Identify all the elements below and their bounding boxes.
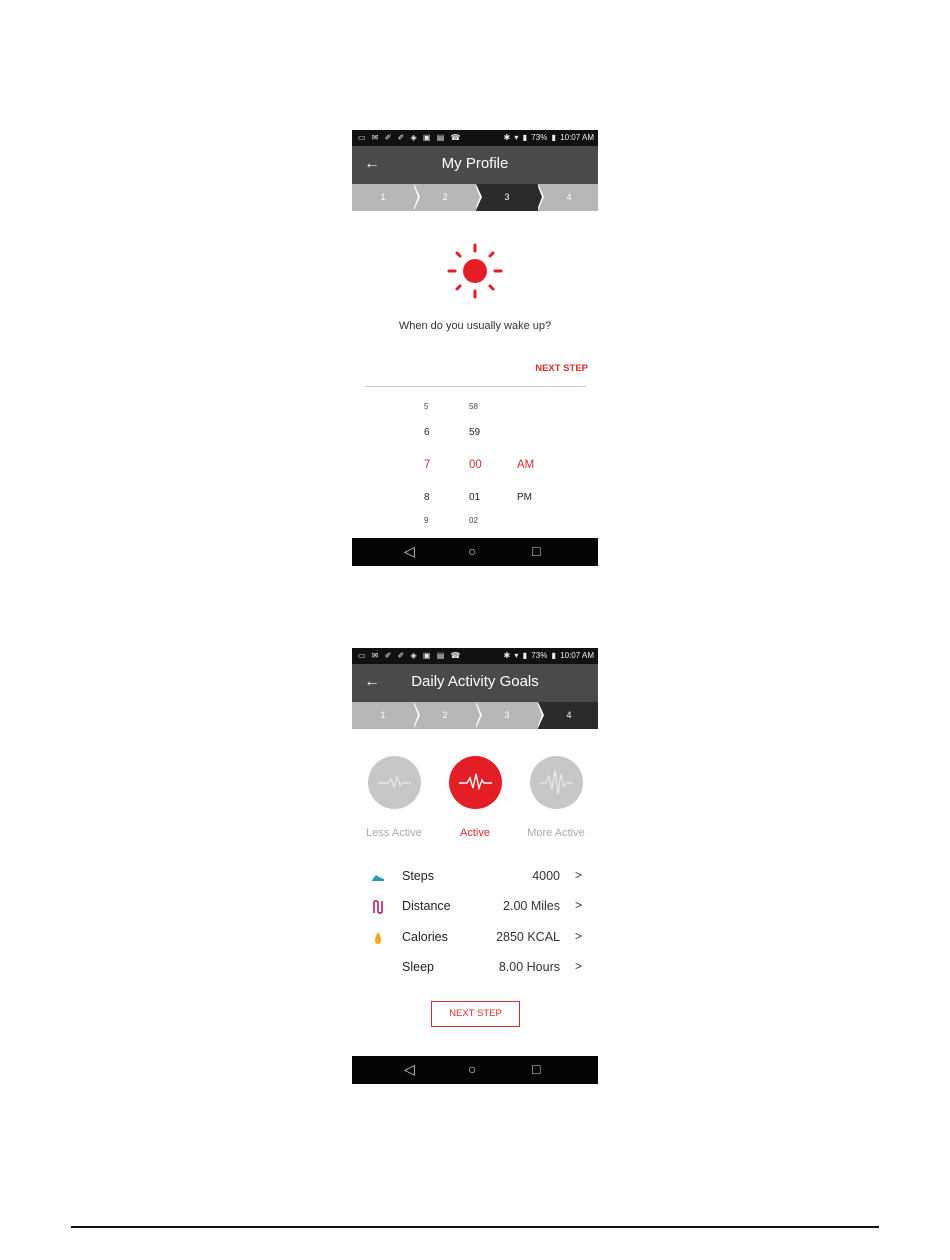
app-bar <box>352 664 598 702</box>
level-active[interactable] <box>441 756 509 839</box>
divider <box>364 386 586 387</box>
step-4: 4 <box>566 192 572 202</box>
signal-icon: ▮ <box>522 133 528 142</box>
back-arrow-icon[interactable]: ← <box>364 155 380 172</box>
status-right <box>501 651 594 660</box>
level-label: More Active <box>527 827 585 839</box>
notification-icons: ▭ ✉ ✐ ✐ ◈ ▣ ▤ ☎ <box>358 133 463 142</box>
nav-back-icon[interactable]: ◁ <box>404 1061 415 1077</box>
moon-icon <box>370 960 386 976</box>
activity-goals-screen <box>352 648 598 1084</box>
clock: 10:07 AM <box>560 133 594 142</box>
nav-back-icon[interactable]: ◁ <box>404 543 415 559</box>
goal-row-distance[interactable]: Distance 2.00 Miles > <box>352 897 598 919</box>
distance-icon <box>370 899 386 915</box>
app-bar <box>352 146 598 184</box>
battery-icon: ▮ <box>551 133 556 142</box>
step-progress <box>352 702 598 729</box>
back-arrow-icon[interactable]: ← <box>364 673 380 690</box>
step-2: 2 <box>414 184 476 211</box>
next-step-button[interactable]: NEXT STEP <box>535 363 588 374</box>
nav-recents-icon[interactable]: □ <box>532 543 541 559</box>
step-1: 1 <box>352 184 414 211</box>
step-3: 3 <box>476 702 538 729</box>
profile-screen: ▭ ✉ ✐ ✐ ◈ ▣ ▤ ☎ ✱ ▾ ▮ 73% ▮ 10:07 AM ← My Profile 1 2 3 4 When do you usually wake up? NEXT STEP 5 58 6 59 7 00 AM 8 01 PM 9 02 ◁ ○ □ <box>352 130 598 566</box>
pulse-icon <box>449 756 502 809</box>
goal-row-calories[interactable]: Calories 2850 KCAL > <box>352 928 598 950</box>
chevron-right-icon: > <box>574 898 582 912</box>
status-bar <box>352 130 598 146</box>
page-title: My Profile <box>441 155 509 172</box>
nav-home-icon[interactable]: ○ <box>468 1061 477 1077</box>
system-nav-bar <box>352 1056 598 1084</box>
step-progress <box>352 184 598 211</box>
page-footer-rule <box>71 1226 879 1228</box>
nav-home-icon[interactable]: ○ <box>468 543 477 559</box>
chevron-right-icon: > <box>574 959 582 973</box>
bluetooth-icon: ✱ <box>503 133 511 142</box>
clock: 10:07 AM <box>560 651 594 660</box>
battery-percent: 73% <box>531 651 548 660</box>
signal-icon: ▮ <box>522 651 528 660</box>
level-label: Less Active <box>366 827 422 839</box>
nav-recents-icon[interactable]: □ <box>532 1061 541 1077</box>
sun-icon <box>447 243 503 299</box>
goal-row-steps[interactable]: Steps 4000 > <box>352 867 598 889</box>
wifi-icon: ▾ <box>514 651 519 660</box>
pulse-icon <box>530 756 583 809</box>
system-nav-bar <box>352 538 598 566</box>
minute-value: 00 <box>469 459 482 471</box>
battery-icon: ▮ <box>551 651 556 660</box>
page-title: Daily Activity Goals <box>411 673 539 690</box>
battery-percent: 73% <box>531 133 548 142</box>
level-more-active[interactable] <box>522 756 590 839</box>
pulse-icon <box>368 756 421 809</box>
step-1: 1 <box>352 702 414 729</box>
level-label: Active <box>460 827 490 839</box>
wake-up-question: When do you usually wake up? <box>398 320 552 332</box>
notification-icons: ▭ ✉ ✐ ✐ ◈ ▣ ▤ ☎ <box>358 651 463 660</box>
chevron-right-icon: > <box>574 868 582 882</box>
status-right <box>501 133 594 142</box>
shoe-icon <box>370 869 386 885</box>
flame-icon <box>370 930 386 946</box>
next-step-button[interactable]: NEXT STEP <box>431 1001 520 1027</box>
step-3: 3 <box>476 184 538 211</box>
step-4: 4 <box>538 702 598 729</box>
level-less-active[interactable] <box>360 756 428 839</box>
hour-value: 7 <box>424 459 431 471</box>
wifi-icon: ▾ <box>514 133 519 142</box>
period-value: AM <box>517 459 535 471</box>
bluetooth-icon: ✱ <box>503 651 511 660</box>
status-bar <box>352 648 598 664</box>
goal-row-sleep[interactable]: Sleep 8.00 Hours > <box>352 958 598 980</box>
step-2: 2 <box>414 702 476 729</box>
chevron-right-icon: > <box>574 929 582 943</box>
